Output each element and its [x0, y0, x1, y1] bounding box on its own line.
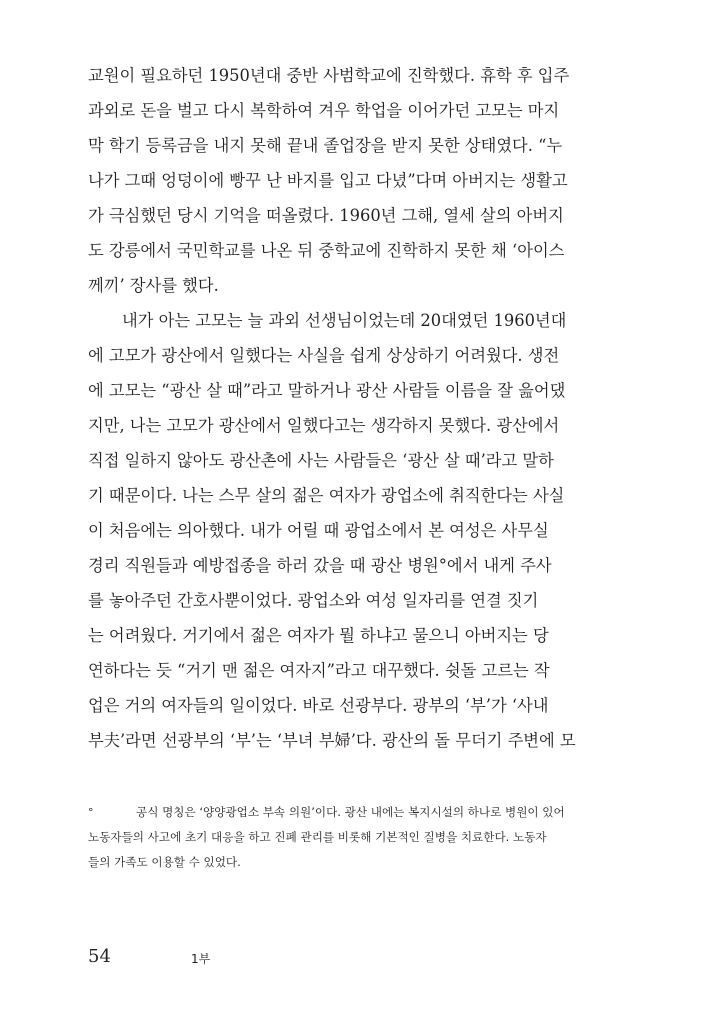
- body-line: 께끼’ 장사를 했다.: [88, 276, 219, 295]
- body-line: 는 어려웠다. 거기에서 젊은 여자가 뭘 하냐고 물으니 아버지는 당: [88, 626, 549, 645]
- body-line: 연하다는 듯 “거기 맨 젊은 여자지”라고 대꾸했다. 쉿돌 고르는 작: [88, 661, 550, 680]
- body-line: 이 처음에는 의아했다. 내가 어릴 때 광업소에서 본 여성은 사무실: [88, 521, 549, 540]
- body-line: 업은 거의 여자들의 일이었다. 바로 선광부다. 광부의 ‘부’가 ‘사내: [88, 696, 549, 715]
- body-line: 에 고모가 광산에서 일했다는 사실을 쉽게 상상하기 어려웠다. 생전: [88, 346, 560, 365]
- footnote-text: 공식 명칭은 ‘양양광업소 부속 의원’이다. 광산 내에는 복지시설의 하나로 병원이 있어: [136, 805, 565, 819]
- footnote: [88, 800, 648, 875]
- body-line: 경리 직원들과 예방접종을 하러 갔을 때 광산 병원°에서 내게 주사: [88, 556, 552, 575]
- footnote-marker: °: [88, 806, 94, 819]
- page-number: 54: [88, 946, 111, 967]
- body-line: 에 고모는 “광산 살 때”라고 말하거나 광산 사람들 이름을 잘 읊어댔: [88, 381, 566, 400]
- body-line: 막 학기 등록금을 내지 못해 끝내 졸업장을 받지 못한 상태였다. “누: [88, 136, 563, 155]
- body-text: [88, 58, 648, 758]
- body-line: 나가 그때 엉덩이에 빵꾸 난 바지를 입고 다녔”다며 아버지는 생활고: [88, 171, 568, 190]
- body-line: 가 극심했던 당시 기억을 떠올렸다. 1960년 그해, 열세 살의 아버지: [88, 206, 564, 225]
- body-line: 를 놓아주던 간호사뿐이었다. 광업소와 여성 일자리를 연결 짓기: [88, 591, 539, 610]
- body-line: 지만, 나는 고모가 광산에서 일했다고는 생각하지 못했다. 광산에서: [88, 416, 560, 435]
- running-head: 1부: [191, 952, 211, 966]
- footnote-line: 들의 가족도 이용할 수 있었다.: [88, 855, 241, 869]
- footnote-line: 노동자들의 사고에 초기 대응을 하고 진폐 관리를 비롯해 기본적인 질병을 치료한다. 노동자: [88, 830, 547, 844]
- body-line: 직접 일하지 않아도 광산촌에 사는 사람들은 ‘광산 살 때’라고 말하: [88, 451, 554, 470]
- body-line: 기 때문이다. 나는 스무 살의 젊은 여자가 광업소에 취직한다는 사실: [88, 486, 565, 505]
- footnote-line: [88, 800, 648, 825]
- paragraph-start-line: 내가 아는 고모는 늘 과외 선생님이었는데 20대였던 1960년대: [122, 311, 567, 330]
- body-line: 과외로 돈을 벌고 다시 복학하여 겨우 학업을 이어가던 고모는 마지: [88, 101, 560, 120]
- body-line: 교원이 필요하던 1950년대 중반 사범학교에 진학했다. 휴학 후 입주: [88, 66, 570, 85]
- body-line: 부夫’라면 선광부의 ‘부’는 ‘부녀 부婦’다. 광산의 돌 무더기 주변에 모: [88, 731, 576, 750]
- body-line: 도 강릉에서 국민학교를 나온 뒤 중학교에 진학하지 못한 채 ‘아이스: [88, 241, 565, 260]
